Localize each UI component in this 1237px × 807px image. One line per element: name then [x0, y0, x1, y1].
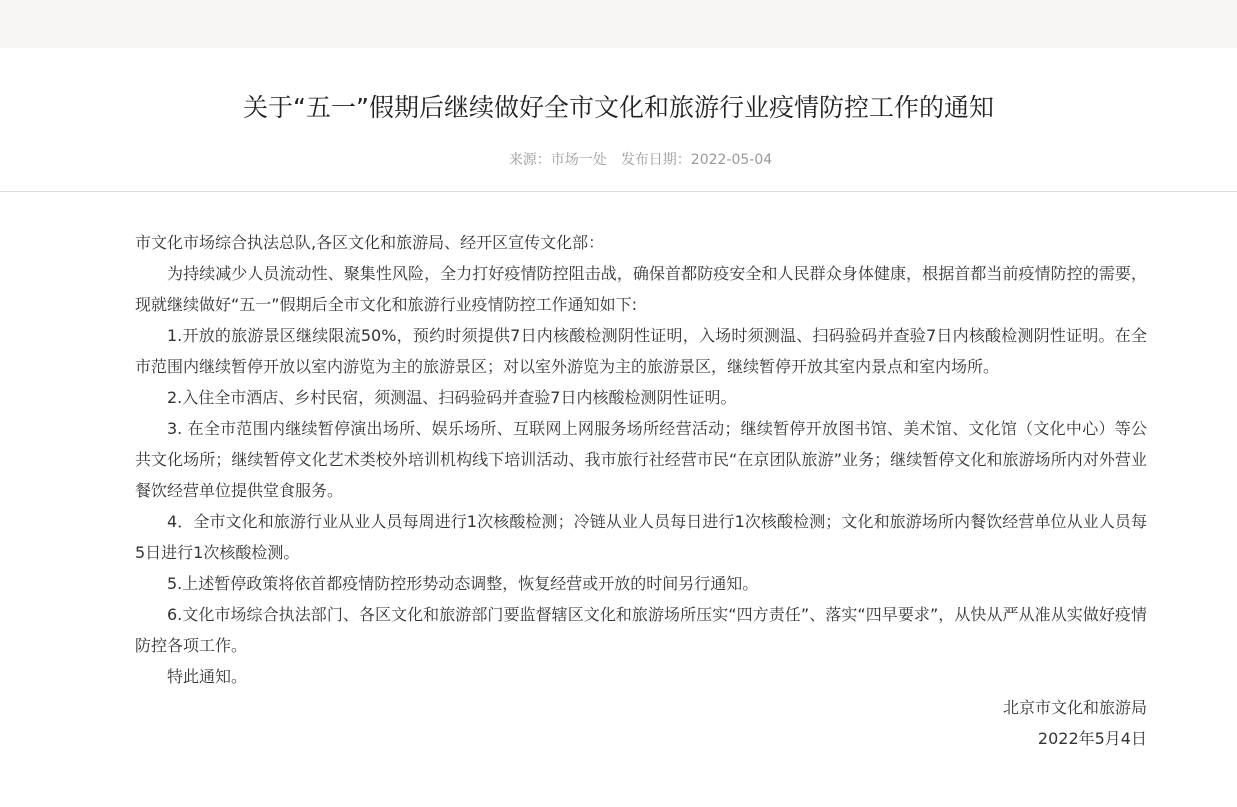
paragraph-intro: 为持续减少人员流动性、聚集性风险，全力打好疫情防控阻击战，确保首都防疫安全和人民群众身体健康，根据首都当前疫情防控的需要，现就继续做好“五一”假期后全市文化和旅游行业疫情防控工作通知如下: [135, 264, 1147, 314]
header-divider [0, 191, 1237, 192]
paragraph-item-4: 4．全市文化和旅游行业从业人员每周进行1次核酸检测；冷链从业人员每日进行1次核酸检测；文化和旅游场所内餐饮经营单位从业人员每5日进行1次核酸检测。 [135, 512, 1147, 562]
paragraph-item-6: 6.文化市场综合执法部门、各区文化和旅游部门要监督辖区文化和旅游场所压实“四方责任”、落实“四早要求”，从快从严从准从实做好疫情防控各项工作。 [135, 605, 1147, 655]
paragraph-item-1: 1.开放的旅游景区继续限流50%，预约时须提供7日内核酸检测阴性证明，入场时须测温、扫码验码并查验7日内核酸检测阴性证明。在全市范围内继续暂停开放以室内游览为主的旅游景区；对以室外游览为主的旅游景区，继续暂停开放其室内景点和室内场所。 [135, 326, 1147, 376]
article-meta [0, 150, 1237, 170]
paragraph-item-3: 3. 在全市范围内继续暂停演出场所、娱乐场所、互联网上网服务场所经营活动；继续暂停开放图书馆、美术馆、文化馆（文化中心）等公共文化场所；继续暂停文化艺术类校外培训机构线下培训活动、我市旅行社经营市民“在京团队旅游”业务；继续暂停文化和旅游场所内对外营业餐饮经营单位提供堂食服务。 [135, 419, 1147, 500]
article-source: 来源：市场一处 [508, 152, 607, 168]
paragraph-closing: 特此通知。 [167, 667, 248, 686]
sign-date: 2022年5月4日 [1037, 729, 1147, 748]
signature: 北京市文化和旅游局 [1002, 698, 1147, 717]
paragraph-item-2: 2.入住全市酒店、乡村民宿，须测温、扫码验码并查验7日内核酸检测阴性证明。 [167, 388, 737, 407]
article-publish-date: 发布日期：2022-05-04 [620, 152, 773, 168]
top-bar [0, 0, 1237, 48]
paragraph-item-5: 5.上述暂停政策将依首都疫情防控形势动态调整，恢复经营或开放的时间另行通知。 [167, 574, 759, 593]
article-body [135, 227, 1147, 754]
article-title: 关于“五一”假期后继续做好全市文化和旅游行业疫情防控工作的通知 [243, 93, 994, 122]
salutation: 市文化市场综合执法总队,各区文化和旅游局、经开区宣传文化部： [135, 233, 605, 252]
